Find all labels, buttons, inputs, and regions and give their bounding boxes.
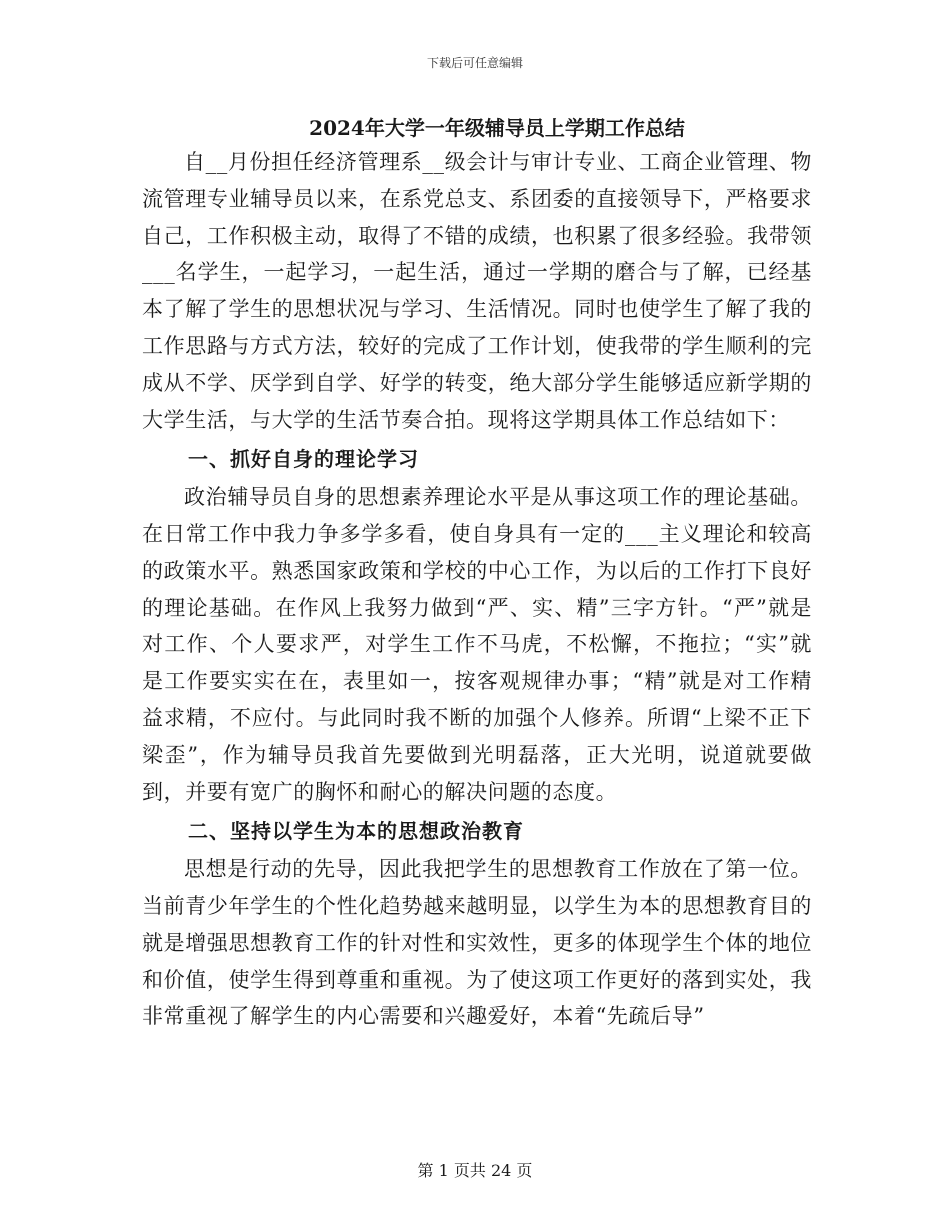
page-header: 下载后可任意编辑 bbox=[426, 56, 523, 70]
section-1-heading: 一、抓好自身的理论学习 bbox=[188, 447, 419, 472]
section-1-paragraph: 政治辅导员自身的思想素养理论水平是从事这项工作的理论基础。在日常工作中我力争多学多看，使自身具有一定的___主义理论和较高的政策水平。熟悉国家政策和学校的中心工作，为以后的工作打下良好的理论基础。在作风上我努力做到“严、实、精”三字方针。“严”就是对工作、个人要求严，对学生工作不马虎，不松懈，不拖拉；“实”就是工作要实实在在，表里如一，按客观规律办事；“精”就是对工作精益求精，不应付。与此同时我不断的加强个人修养。所谓“上梁不正下梁歪”，作为辅导员我首先要做到光明磊落，正大光明，说道就要做到，并要有宽广的胸怀和耐心的解决问题的态度。 bbox=[142, 485, 812, 804]
section-2-heading: 二、坚持以学生为本的思想政治教育 bbox=[188, 819, 524, 844]
document-title: 2024年大学一年级辅导员上学期工作总结 bbox=[309, 116, 685, 140]
intro-paragraph: 自__月份担任经济管理系__级会计与审计专业、工商企业管理、物流管理专业辅导员以来，在系党总支、系团委的直接领导下，严格要求自己，工作积极主动，取得了不错的成绩，也积累了很多经验。我带领___名学生，一起学习，一起生活，通过一学期的磨合与了解，已经基本了解了学生的思想状况与学习、生活情况。同时也使学生了解了我的工作思路与方式方法，较好的完成了工作计划，使我带的学生顺利的完成从不学、厌学到自学、好学的转变，绝大部分学生能够适应新学期的大学生活，与大学的生活节奏合拍。现将这学期具体工作总结如下： bbox=[142, 150, 812, 432]
page-number-footer: 第 1 页共 24 页 bbox=[417, 1161, 533, 1180]
document-body bbox=[142, 112, 812, 1035]
section-2-paragraph: 思想是行动的先导，因此我把学生的思想教育工作放在了第一位。当前青少年学生的个性化趋势越来越明显，以学生为本的思想教育目的就是增强思想教育工作的针对性和实效性，更多的体现学生个体的地位和价值，使学生得到尊重和重视。为了使这项工作更好的落到实处，我非常重视了解学生的内心需要和兴趣爱好，本着“先疏后导” bbox=[142, 857, 812, 1029]
